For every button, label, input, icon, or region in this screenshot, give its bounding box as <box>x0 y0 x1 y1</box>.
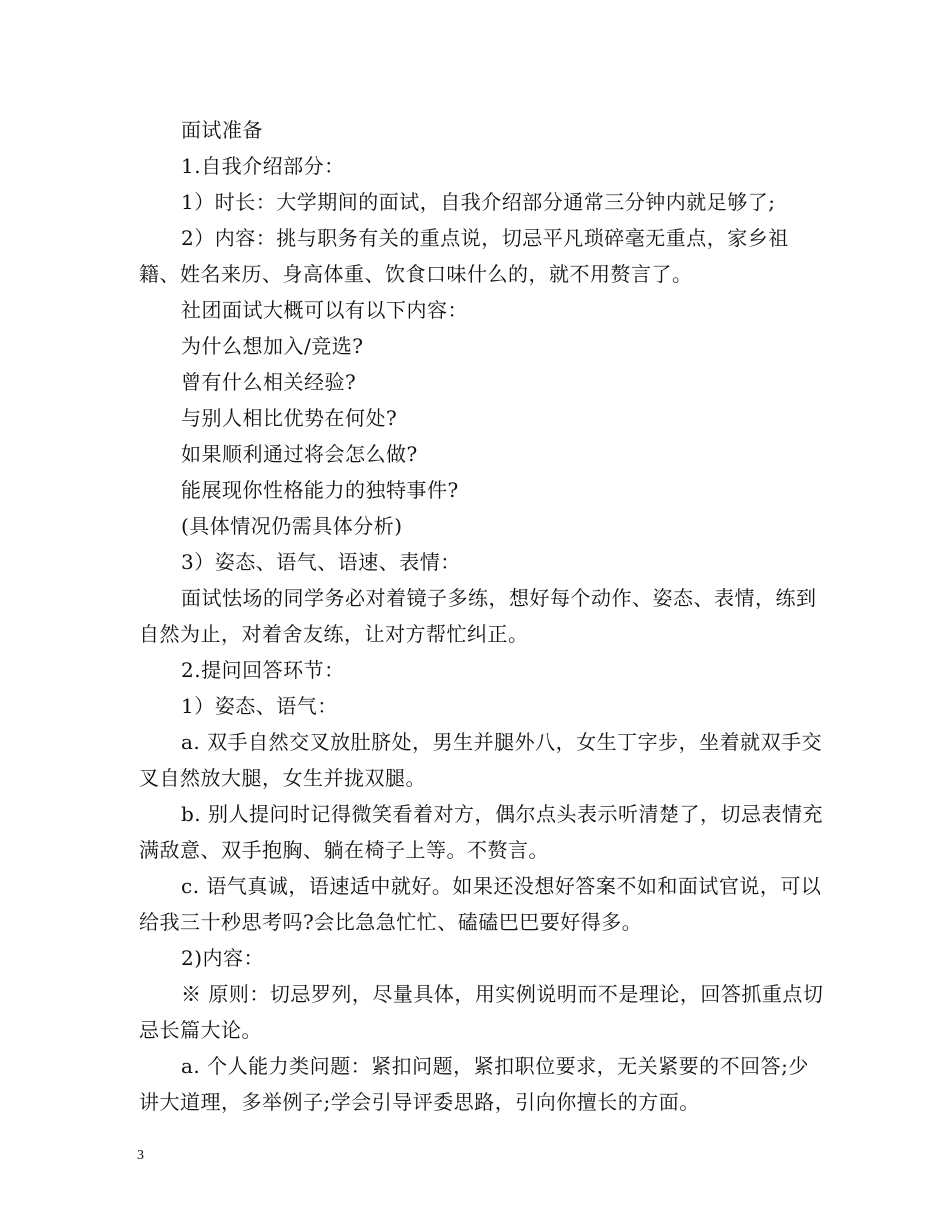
page-number: 3 <box>137 1148 144 1163</box>
paragraph-section-1: 1.自我介绍部分： <box>181 154 345 178</box>
paragraph-question-1: 为什么想加入/竞选? <box>181 334 364 358</box>
paragraph-question-5: 能展现你性格能力的独特事件? <box>181 478 459 502</box>
paragraph-practice: 面试怯场的同学务必对着镜子多练，想好每个动作、姿态、表情，练到自然为止，对着舍友练，让对方帮忙纠正。 <box>139 586 817 646</box>
paragraph-club-interview: 社团面试大概可以有以下内容： <box>181 298 468 322</box>
paragraph-title: 面试准备 <box>181 118 263 142</box>
paragraph-content-subsection: 2)内容： <box>181 946 265 970</box>
paragraph-item-a-ability: a. 个人能力类问题：紧扣问题，紧扣职位要求，无关紧要的不回答;少讲大道理，多举例子;学会引导评委思路，引向你擅长的方面。 <box>139 1054 809 1114</box>
paragraph-question-4: 如果顺利通过将会怎么做? <box>181 442 418 466</box>
paragraph-content: 2）内容：挑与职务有关的重点说，切忌平凡琐碎毫无重点，家乡祖籍、姓名来历、身高体重、饮食口味什么的，就不用赘言了。 <box>139 226 789 286</box>
document-body <box>139 112 829 1120</box>
paragraph-question-3: 与别人相比优势在何处? <box>181 406 398 430</box>
paragraph-analysis-note: (具体情况仍需具体分析) <box>181 514 403 538</box>
paragraph-item-c-tone: c. 语气真诚，语速适中就好。如果还没想好答案不如和面试官说，可以给我三十秒思考吗?会比急急忙忙、磕磕巴巴要好得多。 <box>139 874 822 934</box>
paragraph-section-2: 2.提问回答环节： <box>181 658 345 682</box>
paragraph-item-a-posture: a. 双手自然交叉放肚脐处，男生并腿外八，女生丁字步，坐着就双手交叉自然放大腿，女生并拢双腿。 <box>139 730 823 790</box>
paragraph-duration: 1）时长：大学期间的面试，自我介绍部分通常三分钟内就足够了; <box>181 190 776 214</box>
paragraph-posture-tone: 3）姿态、语气、语速、表情： <box>181 550 461 574</box>
paragraph-principle: ※ 原则：切忌罗列，尽量具体，用实例说明而不是理论，回答抓重点切忌长篇大论。 <box>139 982 824 1042</box>
paragraph-posture-subsection: 1）姿态、语气： <box>181 694 338 718</box>
paragraph-question-2: 曾有什么相关经验? <box>181 370 357 394</box>
paragraph-item-b-smile: b. 别人提问时记得微笑看着对方，偶尔点头表示听清楚了，切忌表情充满敌意、双手抱胸、躺在椅子上等。不赘言。 <box>139 802 824 862</box>
